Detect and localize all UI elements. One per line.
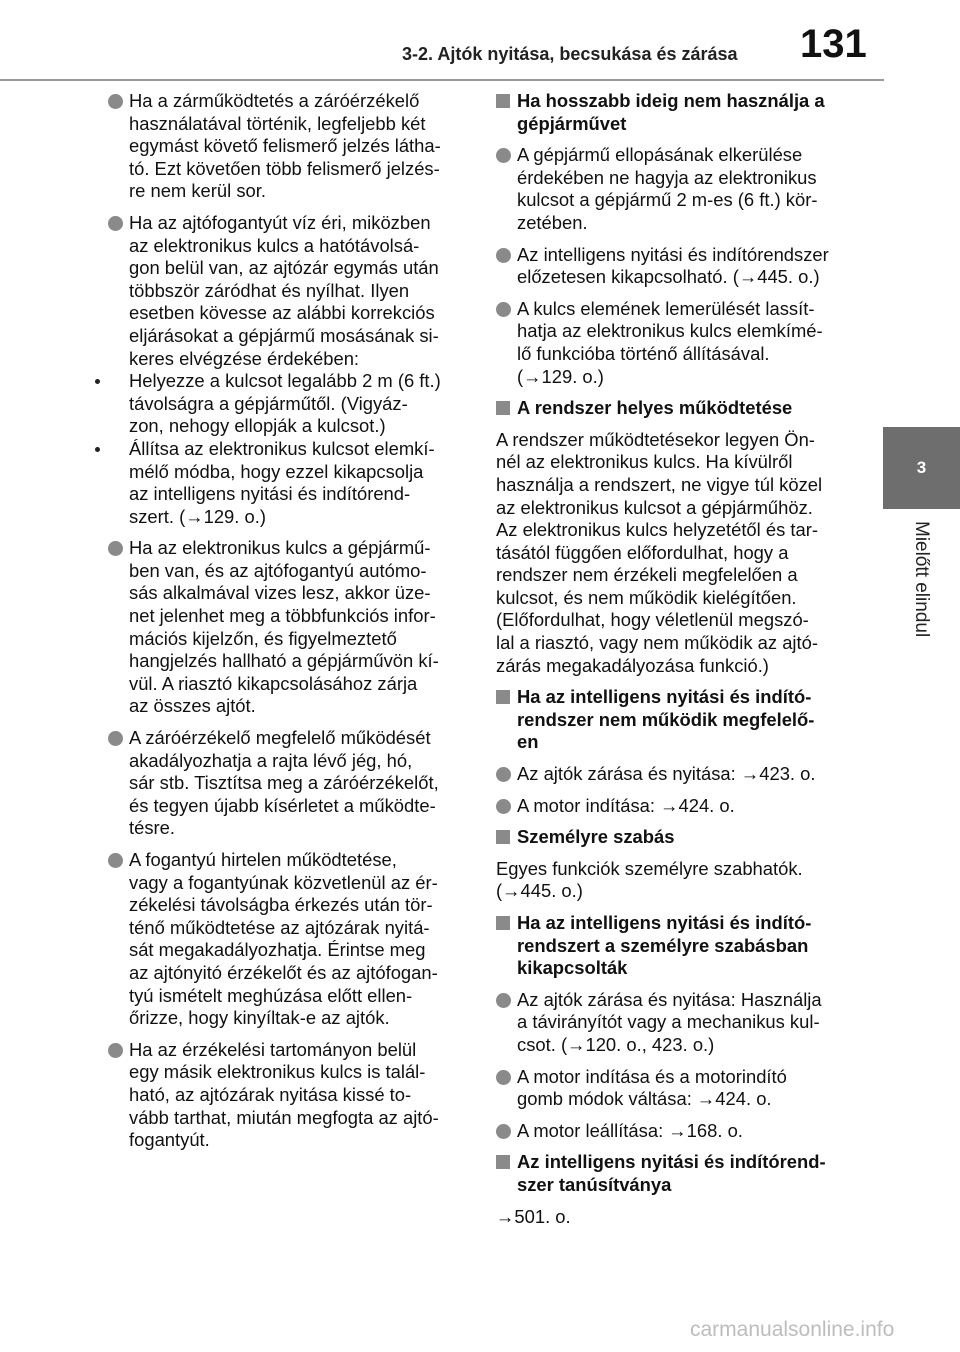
bullet-item [496, 795, 852, 818]
text-line: Ha az érzékelési tartományon belül [129, 1038, 417, 1060]
bullet-item [496, 144, 852, 234]
small-dot-icon [95, 447, 100, 452]
text-line: gomb módok váltása: →424. o. [517, 1088, 772, 1110]
bullet-text [517, 244, 852, 289]
text-line: kulcsot, és nem működik kielégítően. [496, 586, 797, 608]
text-line: A motor indítása: →424. o. [517, 794, 735, 816]
section-heading [496, 1151, 852, 1196]
bullet-icon [496, 993, 511, 1008]
text-line: Az ajtók zárása és nyitása: →423. o. [517, 763, 816, 785]
text-line: érdekében ne hagyja az elektronikus [517, 166, 817, 188]
text-line: használatával történik, legfeljebb két [129, 112, 426, 134]
text-line: Ha a zárműködtetés a záróérzékelő [129, 90, 420, 111]
square-bullet-icon [496, 401, 510, 415]
bullet-icon [108, 216, 123, 231]
text-line: fogantyút. [129, 1129, 210, 1151]
text-line: zon, nehogy ellopják a kulcsot.) [129, 415, 386, 437]
bullet-text [517, 795, 852, 818]
bullet-icon [496, 767, 511, 782]
bullet-text [517, 1120, 852, 1143]
text-line: mációs kijelzőn, és figyelmeztető [129, 627, 397, 649]
small-dot-icon [95, 379, 100, 384]
text-line: en [517, 731, 539, 753]
header-rule [0, 79, 884, 81]
left-column [108, 90, 464, 1161]
bullet-text [517, 989, 852, 1057]
text-line: zetében. [517, 211, 588, 233]
sub-bullet-text [129, 370, 464, 438]
bullet-icon [108, 541, 123, 556]
text-line: a távirányítót vagy a mechanikus kul- [517, 1011, 820, 1033]
text-line: rendszer nem működik megfelelő- [517, 708, 815, 730]
sub-bullet-item [108, 370, 464, 438]
text-line: Az elektronikus kulcs helyzetétől és tar- [496, 519, 818, 541]
bullet-item [496, 244, 852, 289]
sub-bullet-text [129, 438, 464, 528]
text-line: az intelligens nyitási és indítórend- [129, 483, 411, 505]
text-line: az elektronikus kulcsot a gépjárműhöz. [496, 496, 813, 518]
text-line: vagy a fogantyúnak közvetlenül az ér- [129, 871, 438, 893]
text-line: Ha az ajtófogantyút víz éri, miközben [129, 211, 431, 233]
text-line: vább tarthat, miután megfogta az ajtó- [129, 1106, 439, 1128]
text-line: rendszert a személyre szabásban [517, 934, 809, 956]
bullet-text [129, 1039, 464, 1152]
text-line: Egyes funkciók személyre szabhatók. [496, 857, 803, 879]
text-line: sás alkalmával vizes lesz, akkor üze- [129, 582, 431, 604]
text-line: (→445. o.) [496, 880, 583, 902]
bullet-item [108, 1039, 464, 1152]
text-line: használja a rendszert, ne vigye túl közel [496, 473, 823, 495]
text-line: keres elvégzése érdekében: [129, 347, 360, 369]
square-bullet-icon [496, 94, 510, 108]
section-heading [496, 686, 852, 754]
header-title: 3-2. Ajtók nyitása, becsukása és zárása [402, 44, 738, 64]
square-bullet-icon [496, 830, 510, 844]
bullet-icon [496, 799, 511, 814]
text-line: ben van, és az ajtófogantyú autómo- [129, 559, 427, 581]
text-line: többször záródhat és nyílhat. Ilyen [129, 279, 410, 301]
text-line: gépjárművet [517, 112, 627, 134]
text-line: re nem kerül sor. [129, 180, 266, 202]
text-line: egy másik elektronikus kulcs is talál- [129, 1061, 426, 1083]
text-line: A fogantyú hirtelen működtetése, [129, 849, 397, 870]
chapter-label: Mielőtt elindul [911, 521, 932, 638]
text-line: zékelési távolságba érkezés után tör- [129, 894, 433, 916]
text-line: A motor indítása és a motorindító [517, 1065, 787, 1087]
text-line: az elektronikus kulcs a hatótávolsá- [129, 234, 420, 256]
text-line: ható, az ajtózárak nyitása kissé to- [129, 1083, 412, 1105]
bullet-text [517, 763, 852, 786]
text-line: Ha az elektronikus kulcs a gépjármű- [129, 537, 431, 559]
text-line: lal a riasztó, vagy nem működik az ajtó- [496, 632, 818, 654]
text-line: tó. Ezt követően több felismerő jelzés- [129, 157, 440, 179]
chapter-number: 3 [916, 458, 927, 477]
text-line: Az ajtók zárása és nyitása: Használja [517, 988, 822, 1010]
text-line: A záróérzékelő megfelelő működését [129, 727, 431, 749]
section-heading [496, 826, 852, 849]
bullet-text [517, 144, 852, 234]
text-line: mélő módba, hogy ezzel kikapcsolja [129, 460, 424, 482]
chapter-tab [883, 427, 960, 509]
section-heading [496, 912, 852, 980]
text-line: kikapcsolták [517, 957, 628, 979]
text-line: esetben kövesse az alábbi korrekciós [129, 302, 435, 324]
text-line: (Előfordulhat, hogy véletlenül megszó- [496, 609, 809, 631]
bullet-text [517, 298, 852, 388]
bullet-item [496, 298, 852, 388]
text-line: A rendszer működtetésekor legyen Ön- [496, 428, 815, 450]
text-line: tyú ismételt meghúzása előtt ellen- [129, 984, 413, 1006]
section-heading [496, 397, 852, 420]
bullet-text [129, 212, 464, 370]
bullet-item [108, 212, 464, 370]
square-bullet-icon [496, 1155, 510, 1169]
bullet-icon [108, 731, 123, 746]
bullet-icon [496, 148, 511, 163]
text-line: szert. (→129. o.) [129, 505, 266, 527]
bullet-icon [496, 1124, 511, 1139]
text-line: sát megakadályozhatja. Érintse meg [129, 939, 426, 961]
bullet-item [108, 537, 464, 718]
square-bullet-icon [496, 690, 510, 704]
text-line: Ha az intelligens nyitási és indító- [517, 912, 812, 933]
text-line: gon belül van, az ajtózár egymás után [129, 257, 439, 279]
text-line: tásától függően előfordulhat, hogy a [496, 541, 789, 563]
text-line: csot. (→120. o., 423. o.) [517, 1033, 715, 1055]
section-heading-text [517, 912, 852, 980]
text-line: Személyre szabás [517, 826, 675, 848]
section-heading-text [517, 90, 852, 135]
text-line: A motor leállítása: →168. o. [517, 1119, 743, 1141]
bullet-text [129, 90, 464, 203]
text-line: Az intelligens nyitási és indítórendszer [517, 243, 829, 265]
sub-bullet-item [108, 438, 464, 528]
bullet-item [108, 90, 464, 203]
text-line: előzetesen kikapcsolható. (→445. o.) [517, 266, 820, 288]
paragraph [496, 1206, 852, 1229]
text-line: eljárásokat a gépjármű mosásának si- [129, 324, 439, 346]
text-line: Helyezze a kulcsot legalább 2 m (6 ft.) [129, 370, 441, 392]
bullet-icon [108, 853, 123, 868]
text-line: hangjelzés hallható a gépjárművön kí- [129, 650, 439, 672]
text-line: A gépjármű ellopásának elkerülése [517, 144, 803, 166]
text-line: távolságra a gépjárműtől. (Vigyáz- [129, 392, 408, 414]
text-line: A kulcs elemének lemerülését lassít- [517, 297, 815, 319]
text-line: őrizze, hogy kinyíltak-e az ajtók. [129, 1007, 390, 1029]
paragraph [496, 429, 852, 678]
bullet-item [496, 1066, 852, 1111]
bullet-icon [496, 302, 511, 317]
text-line: Ha az intelligens nyitási és indító- [517, 686, 812, 708]
bullet-text [129, 849, 464, 1030]
text-line: vül. A riasztó kikapcsolásához zárja [129, 672, 418, 694]
text-line: Az intelligens nyitási és indítórend- [517, 1151, 826, 1173]
section-heading-text [517, 397, 852, 420]
text-line: akadályozhatja a rajta lévő jég, hó, [129, 749, 413, 771]
text-line: az ajtónyitó érzékelőt és az ajtófogan- [129, 961, 438, 983]
text-line: Ha hosszabb ideig nem használja a [517, 90, 825, 111]
text-line: az összes ajtót. [129, 695, 256, 717]
section-heading-text [517, 826, 852, 849]
text-line: kulcsot a gépjármű 2 m-es (6 ft.) kör- [517, 189, 818, 211]
bullet-item [496, 763, 852, 786]
text-line: szer tanúsítványa [517, 1173, 672, 1195]
text-line: rendszer nem érzékeli megfelelően a [496, 564, 798, 586]
text-line: zárás megakadályozása funkció.) [496, 654, 769, 676]
bullet-icon [108, 94, 123, 109]
bullet-item [108, 849, 464, 1030]
text-line: egymást követő felismerő jelzés látha- [129, 135, 441, 157]
text-line: lő funkcióba történő állításával. [517, 342, 770, 364]
text-line: Állítsa az elektronikus kulcsot elemkí- [129, 437, 435, 459]
square-bullet-icon [496, 916, 510, 930]
section-heading [496, 90, 852, 135]
bullet-icon [496, 1070, 511, 1085]
text-line: ténő működtetése az ajtózárak nyitá- [129, 916, 430, 938]
bullet-text [129, 537, 464, 718]
section-heading-text [517, 1151, 852, 1196]
text-line: (→129. o.) [517, 365, 604, 387]
text-line: tésre. [129, 817, 175, 839]
text-line: és tegyen újabb kísérletet a működte- [129, 794, 436, 816]
right-column [496, 90, 852, 1237]
bullet-text [129, 727, 464, 840]
bullet-icon [496, 248, 511, 263]
text-line: hatja az elektronikus kulcs elemkímé- [517, 320, 823, 342]
paragraph [496, 858, 852, 903]
page-number: 131 [800, 22, 867, 66]
text-line: sár stb. Tisztítsa meg a záróérzékelőt, [129, 772, 439, 794]
bullet-icon [108, 1043, 123, 1058]
text-line: net jelenhet meg a többfunkciós infor- [129, 605, 436, 627]
text-line: →501. o. [496, 1205, 571, 1227]
bullet-text [517, 1066, 852, 1111]
watermark: carmanualsonline.info [690, 1318, 895, 1341]
bullet-item [496, 1120, 852, 1143]
bullet-item [108, 727, 464, 840]
text-line: A rendszer helyes működtetése [517, 397, 793, 419]
bullet-item [496, 989, 852, 1057]
text-line: nél az elektronikus kulcs. Ha kívülről [496, 451, 793, 473]
section-heading-text [517, 686, 852, 754]
